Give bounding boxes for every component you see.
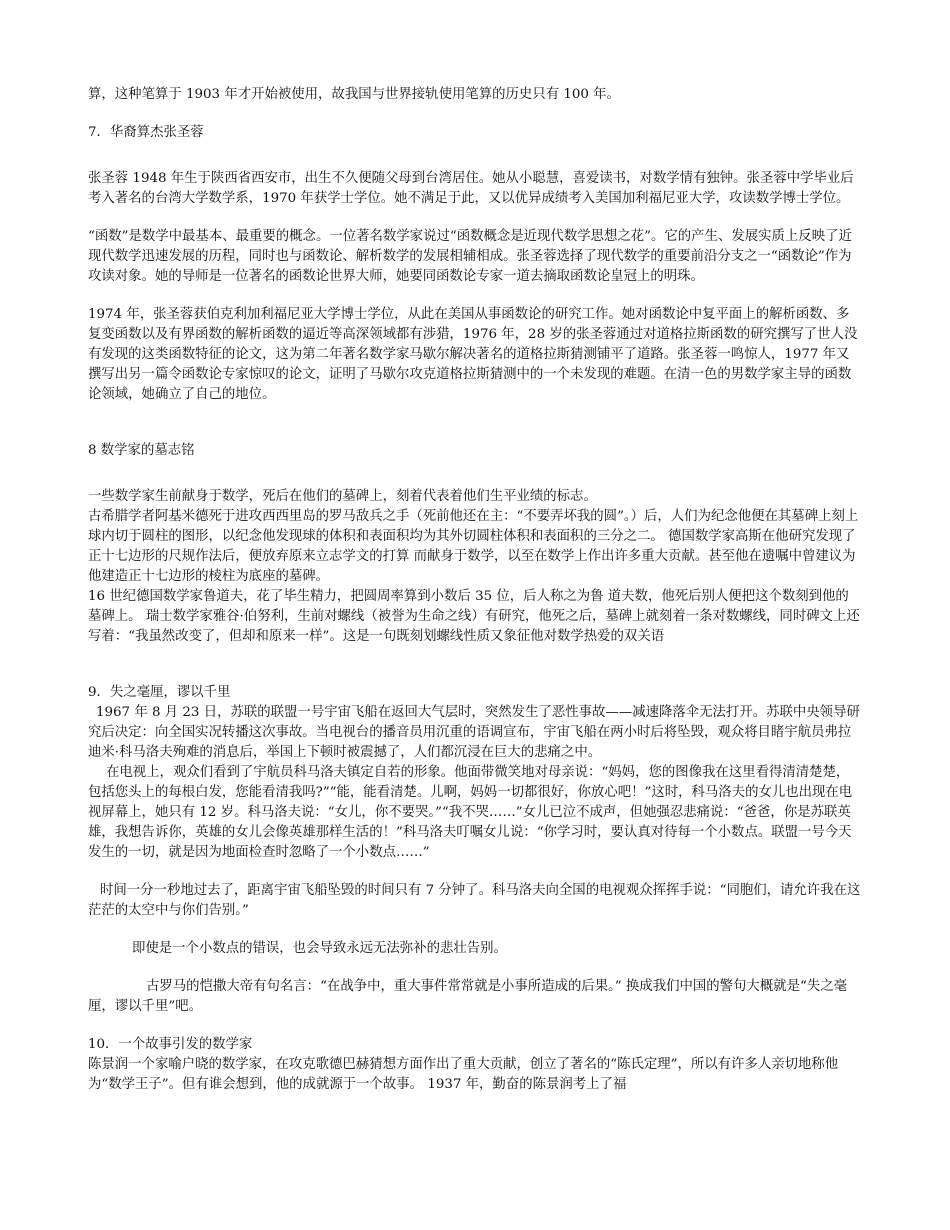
- section-10-paragraph-1: 陈景润一个家喻户晓的数学家，在攻克歌德巴赫猜想方面作出了重大贡献，创立了著名的“陈氏定理”，所以有许多人亲切地称他为“数学王子”。但有谁会想到，他的成就源于一个故事。 1937 年，勤奋的陈景润考上了福: [88, 1057, 839, 1092]
- section-8-paragraph-3: 16 世纪德国数学家鲁道夫，花了毕生精力，把圆周率算到小数后 35 位，后人称之为鲁 道夫数，他死后别人便把这个数刻到他的墓碑上。 瑞士数学家雅谷·伯努利，生前对螺线（被誉为生命之线）有研究，他死之后，墓碑上就刻着一条对数螺线，同时碑文上还写着：“我虽然改变了，但却和原来一样”。这是一句既刻划螺线性质又象征他对数学热爱的双关语: [88, 589, 860, 644]
- spacer: [88, 647, 862, 673]
- spacer: [88, 287, 862, 305]
- spacer: [88, 921, 862, 939]
- spacer: [88, 1017, 862, 1035]
- section-9-heading: 9．失之毫厘，谬以千里: [88, 685, 231, 700]
- paragraph-intro: 算，这种笔算于 1903 年才开始被使用，故我国与世界接轨使用笔算的历史只有 100 年。: [88, 87, 620, 102]
- section-9-paragraph-4: 即使是一个小数点的错误，也会导致永远无法弥补的悲壮告别。: [132, 941, 507, 956]
- spacer: [88, 431, 862, 441]
- spacer: [88, 673, 862, 683]
- section-7-paragraph-1: 张圣蓉 1948 年生于陕西省西安市，出生不久便随父母到台湾居住。她从小聪慧，喜爱读书，对数学情有独钟。张圣蓉中学毕业后考入著名的台湾大学数学系，1970 年获学士学位。她不满足于此，又以优异成绩考入美国加利福尼亚大学，攻读数学博士学位。: [88, 171, 854, 206]
- spacer: [88, 209, 862, 227]
- spacer: [88, 105, 862, 123]
- section-10-heading: 10．一个故事引发的数学家: [88, 1037, 253, 1052]
- spacer: [88, 143, 862, 169]
- section-8-paragraph-2: 古希腊学者阿基米德死于进攻西西里岛的罗马敌兵之手（死前他还在主：“不要弄坏我的圆”。）后，人们为纪念他便在其墓碑上刻上球内切于圆柱的图形，以纪念他发现球的体积和表面积均为其外切圆柱体积和表面积的三分之二。 德国数学家高斯在他研究发现了正十七边形的尺规作法后，便放弃原来立志学文的打算 而献身于数学，以至在数学上作出许多重大贡献。甚至他在遗嘱中曾建议为他建造正十七边形的棱柱为底座的墓碑。: [88, 509, 859, 584]
- section-7-paragraph-2: “函数”是数学中最基本、最重要的概念。一位著名数学家说过“函数概念是近现代数学思想之花”。它的产生、发展实质上反映了近现代数学迅速发展的历程，同时也与函数论、解析数学的发展相辅相成。张圣蓉选择了现代数学的重要前沿分支之一“函数论”作为攻读对象。她的导师是一位著名的函数论世界大师，她要同函数论专家一道去摘取函数论皇冠上的明珠。: [88, 229, 852, 284]
- section-9-paragraph-2: 在电视上，观众们看到了宇航员科马洛夫镇定自若的形象。他面带微笑地对母亲说：“妈妈，您的图像我在这里看得清清楚楚，包括您头上的每根白发，您能看清我吗?”“能，能看清楚。儿啊，妈妈一切都很好，你放心吧！”这时，科马洛夫的女儿也出现在电视屏幕上，她只有 12 岁。科马洛夫说：“女儿，你不要哭。”“我不哭……”女儿已泣不成声，但她强忍悲痛说：“爸爸，你是苏联英雄，我想告诉你，英雄的女儿会像英雄那样生活的！”科马洛夫叮嘱女儿说：“你学习时，要认真对待每一个小数点。联盟一号今天发生的一切，就是因为地面检查时忽略了一个小数点……”: [88, 765, 853, 860]
- section-8-paragraph-1: 一些数学家生前献身于数学，死后在他们的墓碑上，刻着代表着他们生平业绩的标志。: [88, 489, 597, 504]
- section-7-paragraph-3: 1974 年，张圣蓉获伯克利加利福尼亚大学博士学位，从此在美国从事函数论的研究工作。她对函数论中复平面上的解析函数、多复变函数以及有界函数的解析函数的逼近等高深领域都有涉猎，1976 年，28 岁的张圣蓉通过对道格拉斯函数的研究撰写了世人没有发现的这类函数特征的论文，这为第二年著名数学家马歇尔解决著名的道格拉斯猜测铺平了道路。张圣蓉一鸣惊人，1977 年又撰写出另一篇令函数论专家惊叹的论文，证明了马歇尔攻克道格拉斯猜测中的一个未发现的难题。在清一色的男数学家主导的函数论领域，她确立了自己的地位。: [88, 307, 858, 402]
- section-7-heading: 7．华裔算杰张圣蓉: [88, 125, 204, 140]
- section-9-paragraph-3: 时间一分一秒地过去了，距离宇宙飞船坠毁的时间只有 7 分钟了。科马洛夫向全国的电视观众挥挥手说：“同胞们，请允许我在这茫茫的太空中与你们告别。”: [88, 883, 861, 918]
- spacer: [88, 959, 862, 977]
- section-9-paragraph-5-text: 古罗马的恺撒大帝有句名言：“在战争中，重大事件常常就是小事所造成的后果。” 换成我们中国的警句大概就是“失之毫厘，谬以千里”吧。: [88, 979, 848, 1014]
- section-8-heading: 8 数学家的墓志铭: [88, 443, 195, 458]
- spacer: [88, 405, 862, 431]
- section-9-paragraph-5: [88, 977, 862, 1017]
- spacer: [88, 863, 862, 881]
- spacer: [88, 461, 862, 487]
- section-9-paragraph-1: 1967 年 8 月 23 日，苏联的联盟一号宇宙飞船在返回大气层时，突然发生了恶性事故——减速降落伞无法打开。苏联中央领导研究后决定：向全国实况转播这次事故。当电视台的播音员用沉重的语调宣布，宇宙飞船在两小时后将坠毁，观众将目睹宇航员弗拉迪米·科马洛夫殉难的消息后，举国上下顿时被震撼了，人们都沉浸在巨大的悲痛之中。: [88, 705, 860, 760]
